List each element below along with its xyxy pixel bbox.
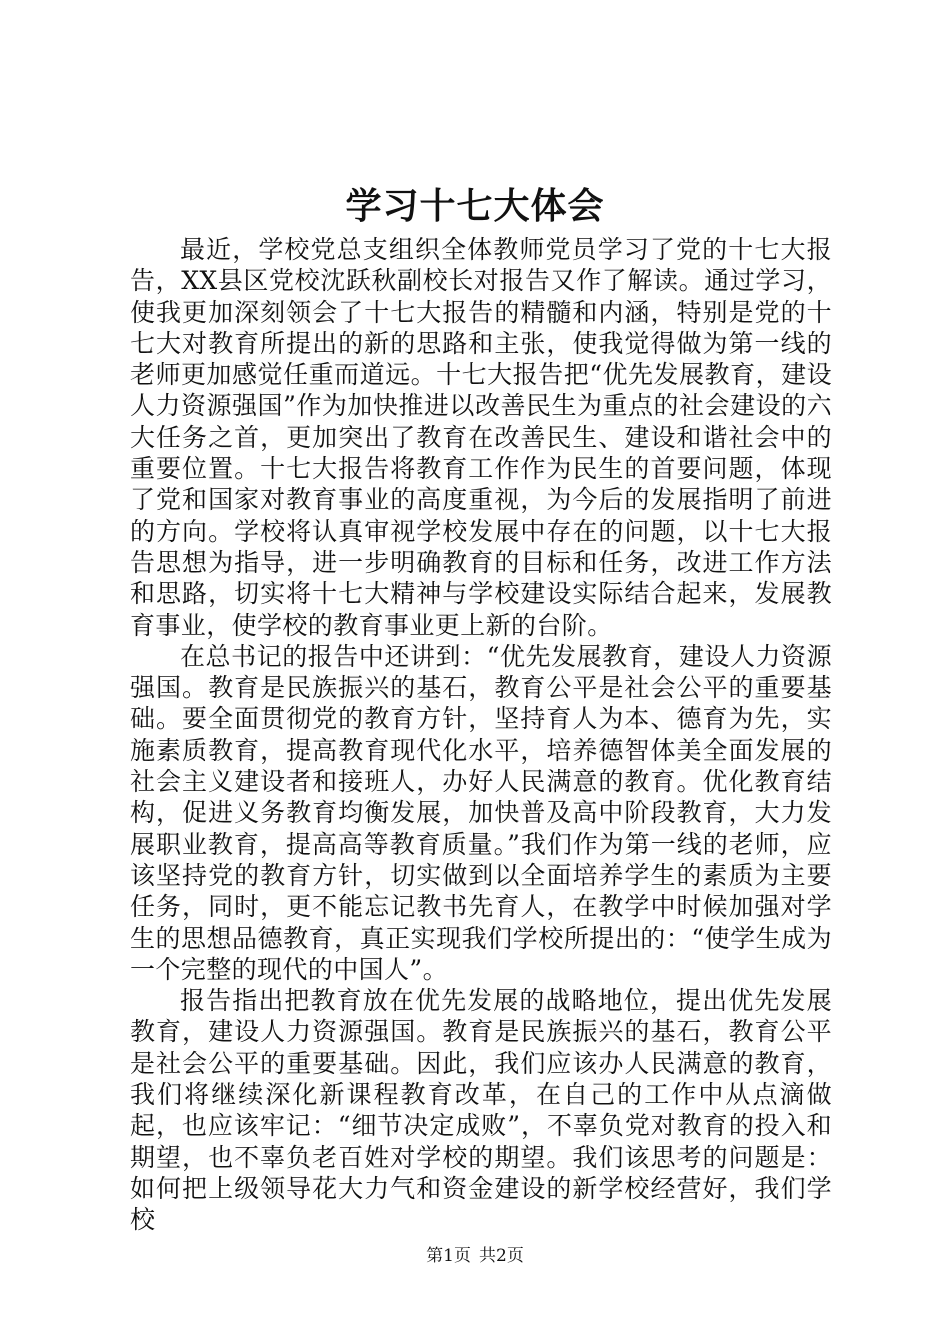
paragraph: 最近，学校党总支组织全体教师党员学习了党的十七大报告，XX县区党校沈跃秋副校长对报告又作了解读。通过学习，使我更加深刻领会了十七大报告的精髓和内涵，特别是党的十七大对教育所提出的新的思路和主张，使我觉得做为第一线的老师更加感觉任重而道远。十七大报告把“优先发展教育，建设人力资源强国”作为加快推进以改善民生为重点的社会建设的六大任务之首，更加突出了教育在改善民生、建设和谐社会中的重要位置。十七大报告将教育工作作为民生的首要问题，体现了党和国家对教育事业的高度重视，为今后的发展指明了前进的方向。学校将认真审视学校发展中存在的问题，以十七大报告思想为指导，进一步明确教育的目标和任务，改进工作方法和思路，切实将十七大精神与学校建设实际结合起来，发展教育事业，使学校的教育事业更上新的台阶。 bbox=[130, 235, 832, 640]
document-body bbox=[130, 234, 832, 1236]
page-footer bbox=[0, 1244, 950, 1268]
page-total: 共2页 bbox=[479, 1246, 524, 1266]
page-number: 第1页 bbox=[426, 1246, 471, 1266]
paragraph: 在总书记的报告中还讲到：“优先发展教育，建设人力资源强国。教育是民族振兴的基石，教育公平是社会公平的重要基础。要全面贯彻党的教育方针，坚持育人为本、德育为先，实施素质教育，提高教育现代化水平，培养德智体美全面发展的社会主义建设者和接班人，办好人民满意的教育。优化教育结构，促进义务教育均衡发展，加快普及高中阶段教育，大力发展职业教育，提高高等教育质量。”我们作为第一线的老师，应该坚持党的教育方针，切实做到以全面培养学生的素质为主要任务，同时，更不能忘记教书先育人，在教学中时候加强对学生的思想品德教育，真正实现我们学校所提出的：“使学生成为一个完整的现代的中国人”。 bbox=[130, 641, 832, 984]
paragraph: 报告指出把教育放在优先发展的战略地位，提出优先发展教育，建设人力资源强国。教育是民族振兴的基石，教育公平是社会公平的重要基础。因此，我们应该办人民满意的教育，我们将继续深化新课程教育改革，在自己的工作中从点滴做起，也应该牢记：“细节决定成败”，不辜负党对教育的投入和期望，也不辜负老百姓对学校的期望。我们该思考的问题是：如何把上级领导花大力气和资金建设的新学校经营好，我们学校 bbox=[130, 986, 832, 1235]
document-title: 学习十七大体会 bbox=[345, 185, 605, 227]
